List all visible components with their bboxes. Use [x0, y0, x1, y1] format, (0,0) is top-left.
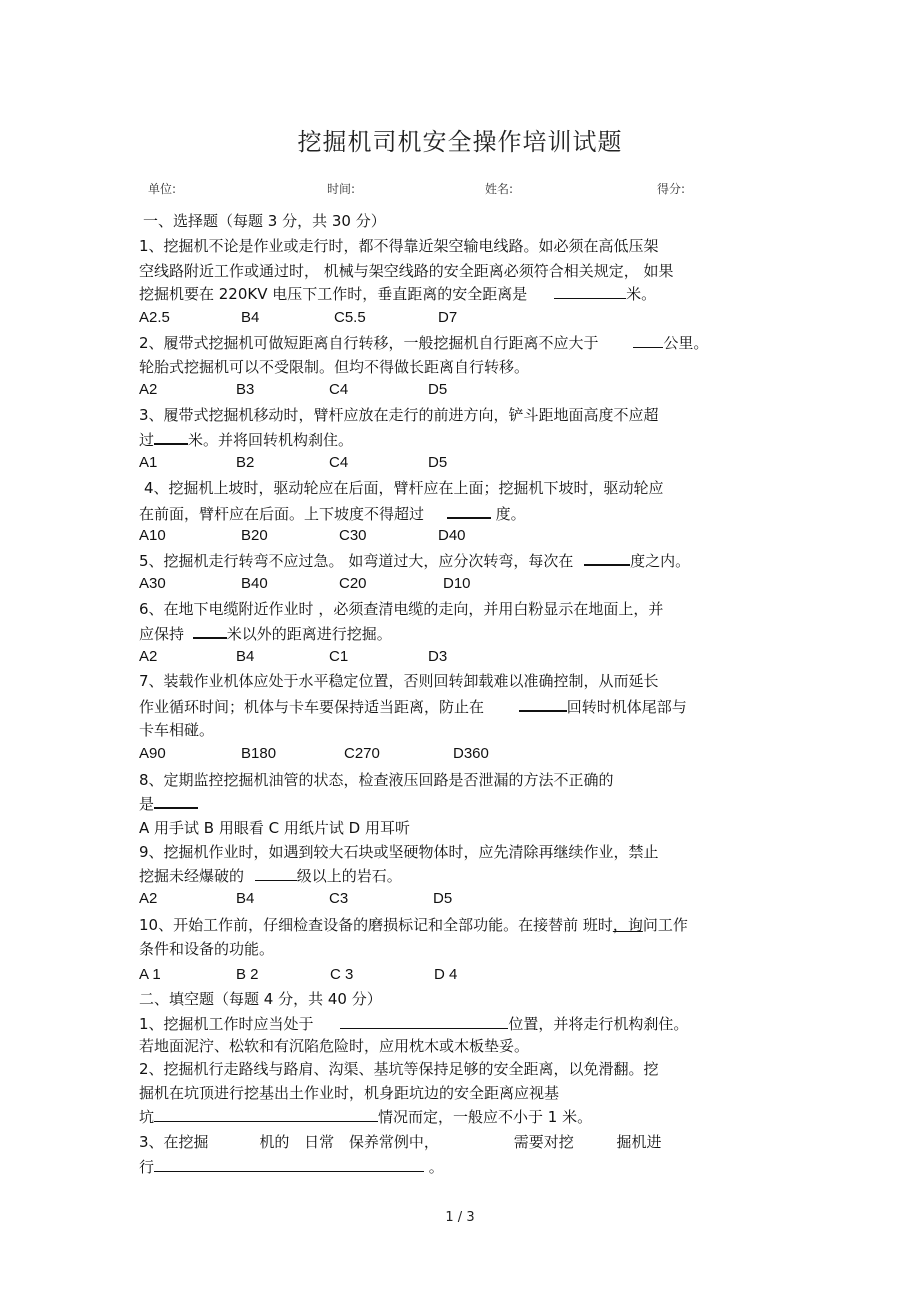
- score-label: 得分:: [657, 182, 686, 196]
- option-b[interactable]: B40: [241, 575, 268, 592]
- question-8-options[interactable]: A 用手试 B 用眼看 C 用纸片试 D 用耳听: [139, 819, 410, 837]
- option-c[interactable]: C1: [329, 648, 349, 665]
- option-d[interactable]: D360: [453, 745, 489, 762]
- question-7-line-1: 7、装载作业机体应处于水平稳定位置，否则回转卸载难以准确控制，从而延长: [139, 672, 659, 690]
- option-c[interactable]: C30: [339, 527, 367, 544]
- option-a[interactable]: A2: [139, 648, 158, 665]
- name-label: 姓名:: [485, 182, 514, 196]
- fill-question-2-line-3: 坑 情况而定，一般应不小于 1 米。: [139, 1108, 593, 1126]
- answer-blank[interactable]: [154, 793, 198, 809]
- answer-blank[interactable]: [554, 284, 626, 299]
- option-c[interactable]: C20: [339, 575, 367, 592]
- option-a[interactable]: A10: [139, 527, 166, 544]
- option-a[interactable]: A30: [139, 575, 166, 592]
- question-7-line-3: 卡车相碰。: [139, 721, 215, 739]
- fill-question-1-line-1: 1、挖掘机工作时应当处于 位置，并将走行机构刹住。: [139, 1015, 689, 1033]
- option-a[interactable]: A2: [139, 381, 158, 398]
- option-d[interactable]: D10: [443, 575, 471, 592]
- question-7-line-2: 作业循环时间；机体与卡车要保持适当距离，防止在 回转时机体尾部与: [139, 698, 687, 716]
- question-6-line-2: 应保持 米以外的距离进行挖掘。: [139, 625, 392, 643]
- option-b[interactable]: B2: [236, 454, 255, 471]
- question-1-line-1: 1、挖掘机不论是作业或走行时，都不得靠近架空输电线路。如必须在高低压架: [139, 237, 659, 255]
- option-d[interactable]: D5: [428, 454, 448, 471]
- option-b[interactable]: B 2: [236, 966, 259, 983]
- question-8-line-1: 8、定期监控挖掘机油管的状态，检查液压回路是否泄漏的方法不正确的: [139, 771, 614, 789]
- option-b[interactable]: B4: [236, 648, 255, 665]
- answer-blank[interactable]: [519, 696, 567, 712]
- option-c[interactable]: C 3: [330, 966, 354, 983]
- answer-blank[interactable]: [447, 503, 491, 519]
- option-a[interactable]: A1: [139, 454, 158, 471]
- question-5-line-1: 5、挖掘机走行转弯不应过急。 如弯道过大，应分次转弯，每次在 度之内。: [139, 552, 691, 570]
- answer-blank[interactable]: [255, 866, 297, 881]
- question-4-line-1: 4、挖掘机上坡时，驱动轮应在后面，臂杆应在上面；挖掘机下坡时，驱动轮应: [144, 479, 664, 497]
- question-1-line-2: 空线路附近工作或通过时， 机械与架空线路的安全距离必须符合相关规定， 如果: [139, 262, 674, 280]
- option-c[interactable]: C3: [329, 890, 349, 907]
- question-3-line-1: 3、履带式挖掘机移动时，臂杆应放在走行的前进方向，铲斗距地面高度不应超: [139, 406, 659, 424]
- option-b[interactable]: B4: [236, 890, 255, 907]
- question-6-line-1: 6、在地下电缆附近作业时 ，必须查清电缆的走向，并用白粉显示在地面上，并: [139, 600, 664, 618]
- page-number: 1 / 3: [445, 1210, 475, 1225]
- answer-blank[interactable]: [154, 1107, 378, 1122]
- option-c[interactable]: C4: [329, 454, 349, 471]
- question-2-line-2: 轮胎式挖掘机可以不受限制。但均不得做长距离自行转移。: [139, 358, 530, 376]
- answer-blank[interactable]: [154, 1157, 424, 1172]
- option-d[interactable]: D 4: [434, 966, 458, 983]
- answer-blank[interactable]: [584, 550, 630, 566]
- section-heading-fill: 二、填空题（每题 4 分，共 40 分）: [139, 990, 382, 1008]
- question-3-line-2: 过 米。并将回转机构刹住。: [139, 431, 354, 449]
- question-10-line-2: 条件和设备的功能。: [139, 940, 275, 958]
- answer-blank[interactable]: [633, 333, 663, 348]
- fill-question-2-line-2: 掘机在坑顶进行挖基出土作业时，机身距坑边的安全距离应视基: [139, 1084, 560, 1102]
- question-9-line-2: 挖掘未经爆破的 级以上的岩石。: [139, 867, 402, 885]
- option-b[interactable]: B180: [241, 745, 277, 762]
- option-b[interactable]: B4: [241, 309, 260, 326]
- fill-question-1-line-2: 若地面泥泞、松软和有沉陷危险时，应用枕木或木板垫妥。: [139, 1037, 530, 1055]
- fill-question-3-line-1: 3、在挖掘 机的 日常 保养常例中， 需要对挖 掘机进: [139, 1133, 662, 1151]
- question-2-line-1: 2、履带式挖掘机可做短距离自行转移，一般挖掘机自行距离不应大于 公里。: [139, 334, 709, 352]
- option-a[interactable]: A2.5: [139, 309, 170, 326]
- question-4-line-2: 在前面，臂杆应在后面。上下坡度不得超过 度。: [139, 505, 526, 523]
- option-a[interactable]: A2: [139, 890, 158, 907]
- option-b[interactable]: B3: [236, 381, 255, 398]
- question-10-line-1: 10、开始工作前，仔细检查设备的磨损标记和全部功能。在接替前 班时，询问工作: [139, 916, 688, 934]
- option-c[interactable]: C4: [329, 381, 349, 398]
- question-1-line-3: 挖掘机要在 220KV 电压下工作时，垂直距离的安全距离是 米。: [139, 285, 657, 303]
- option-b[interactable]: B20: [241, 527, 268, 544]
- question-9-line-1: 9、挖掘机作业时，如遇到较大石块或坚硬物体时，应先清除再继续作业，禁止: [139, 843, 659, 861]
- answer-blank[interactable]: [154, 429, 188, 445]
- answer-blank[interactable]: [340, 1014, 508, 1029]
- section-heading-choice: 一、选择题（每题 3 分，共 30 分）: [143, 212, 386, 230]
- option-a[interactable]: A90: [139, 745, 166, 762]
- option-d[interactable]: D40: [438, 527, 466, 544]
- option-c[interactable]: C5.5: [334, 309, 366, 326]
- unit-label: 单位:: [148, 182, 177, 196]
- option-d[interactable]: D3: [428, 648, 448, 665]
- option-d[interactable]: D7: [438, 309, 458, 326]
- option-d[interactable]: D5: [433, 890, 453, 907]
- option-c[interactable]: C270: [344, 745, 380, 762]
- answer-blank[interactable]: [193, 623, 227, 639]
- fill-question-2-line-1: 2、挖掘机行走路线与路肩、沟渠、基坑等保持足够的安全距离，以免滑翻。挖: [139, 1060, 659, 1078]
- page-title: 挖掘机司机安全操作培训试题: [297, 128, 623, 156]
- option-a[interactable]: A 1: [139, 966, 161, 983]
- time-label: 时间:: [327, 182, 356, 196]
- option-d[interactable]: D5: [428, 381, 448, 398]
- fill-question-3-line-2: 行 。: [139, 1158, 444, 1176]
- question-8-line-2: 是: [139, 793, 198, 814]
